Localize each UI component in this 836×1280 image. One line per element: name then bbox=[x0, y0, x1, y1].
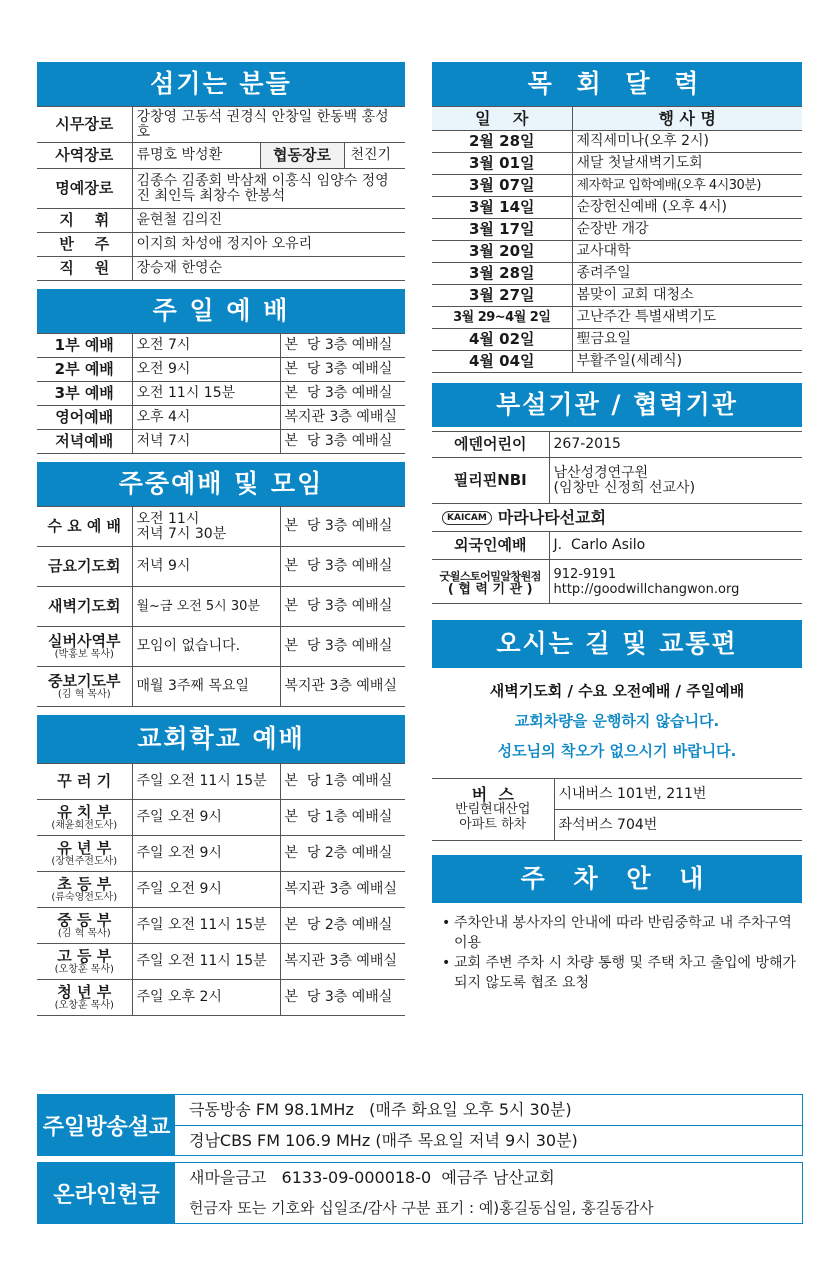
event-name: 새달 첫날새벽기도회 bbox=[572, 153, 802, 175]
service-time: 오후 4시 bbox=[132, 406, 280, 430]
right-column bbox=[432, 62, 802, 993]
event-name: 교사대학 bbox=[572, 241, 802, 263]
dept-leader: (류숙영전도사) bbox=[51, 891, 118, 903]
table-row bbox=[37, 382, 405, 406]
table-row bbox=[37, 764, 405, 800]
table-row bbox=[432, 329, 802, 351]
list-item: • 주차안내 봉사자의 안내에 따라 반림중학교 내 주차구역 이용 bbox=[442, 913, 798, 953]
table-row bbox=[37, 233, 405, 257]
table-row bbox=[432, 458, 802, 504]
offering-label: 온라인헌금 bbox=[38, 1163, 175, 1223]
table-row bbox=[432, 241, 802, 263]
meeting-leader: (김 혁 목사) bbox=[57, 688, 111, 700]
dept-time: 주일 오전 9시 bbox=[132, 836, 280, 872]
service-place: 본 당 3층 예배실 bbox=[280, 382, 405, 406]
event-date: 3월 27일 bbox=[432, 285, 572, 307]
table-row bbox=[37, 430, 405, 454]
dept-time: 주일 오전 9시 bbox=[132, 872, 280, 908]
table-row bbox=[432, 504, 802, 532]
event-date: 3월 28일 bbox=[432, 263, 572, 285]
table-row bbox=[37, 800, 405, 836]
table-row bbox=[37, 209, 405, 233]
list-item: • 교회 주변 주차 시 차량 통행 및 주택 차고 출입에 방해가 되지 않도록 협조 요청 bbox=[442, 953, 798, 993]
meeting-name: 금요기도회 bbox=[37, 547, 132, 587]
role-names: 장승재 한영순 bbox=[132, 257, 405, 281]
table-row bbox=[37, 107, 405, 143]
role-label: 시무장로 bbox=[37, 107, 132, 143]
role-names: 윤현철 김의진 bbox=[132, 209, 405, 233]
service-time: 저녁 7시 bbox=[132, 430, 280, 454]
affiliate-info: 912-9191 http://goodwillchangwon.org bbox=[549, 560, 802, 604]
table-row bbox=[37, 872, 405, 908]
event-date: 3월 07일 bbox=[432, 175, 572, 197]
service-name: 3부 예배 bbox=[37, 382, 132, 406]
dept-place: 본 당 2층 예배실 bbox=[280, 836, 405, 872]
dept-time: 주일 오후 2시 bbox=[132, 980, 280, 1016]
affiliate-info: 267-2015 bbox=[549, 432, 802, 458]
meeting-time: 저녁 9시 bbox=[132, 547, 280, 587]
event-name: 부활주일(세례식) bbox=[572, 351, 802, 373]
school-title: 교회학교 예배 bbox=[37, 715, 405, 763]
meeting-place: 본 당 3층 예배실 bbox=[280, 507, 405, 547]
meeting-name: 중보기도부 bbox=[48, 671, 121, 690]
service-place: 본 당 3층 예배실 bbox=[280, 358, 405, 382]
bus-route-2: 좌석버스 704번 bbox=[554, 810, 802, 841]
dept-name: 초 등 부 bbox=[57, 874, 112, 893]
meeting-place: 본 당 3층 예배실 bbox=[280, 627, 405, 667]
table-row bbox=[432, 285, 802, 307]
event-name: 종려주일 bbox=[572, 263, 802, 285]
role-names: 김종수 김종회 박삼채 이홍식 임양수 정영진 최인득 최창수 한봉석 bbox=[132, 169, 405, 209]
weekday-title: 주중예배 및 모임 bbox=[37, 462, 405, 506]
offering-line-1: 새마을금고 6133-09-000018-0 예금주 남산교회 bbox=[189, 1168, 555, 1187]
table-row bbox=[432, 560, 802, 604]
directions-notice bbox=[432, 668, 802, 766]
ushers-title: 섬기는 분들 bbox=[37, 62, 405, 106]
dept-time: 주일 오전 9시 bbox=[132, 800, 280, 836]
bus-table bbox=[432, 778, 802, 841]
sunday-worship-title: 주 일 예 배 bbox=[37, 289, 405, 333]
service-name: 2부 예배 bbox=[37, 358, 132, 382]
table-header bbox=[432, 107, 802, 131]
meeting-name: 수 요 예 배 bbox=[37, 507, 132, 547]
role-names: 류명호 박성환 bbox=[133, 143, 261, 168]
event-date: 4월 02일 bbox=[432, 329, 572, 351]
role-names: 강창영 고동석 권경식 안창일 한동백 홍성호 bbox=[132, 107, 405, 143]
dept-leader: (장현주전도사) bbox=[51, 855, 118, 867]
offering-box bbox=[37, 1162, 803, 1224]
affiliate-sub: ( 협 력 기 관 ) bbox=[447, 581, 533, 597]
dept-name: 중 등 부 bbox=[57, 910, 112, 929]
bus-route-1: 시내버스 101번, 211번 bbox=[554, 779, 802, 810]
affiliate-info: J. Carlo Asilo bbox=[549, 532, 802, 560]
meeting-time: 매월 3주째 목요일 bbox=[132, 667, 280, 707]
table-row bbox=[37, 667, 405, 707]
dept-name: 유 치 부 bbox=[57, 802, 112, 821]
event-name: 순장반 개강 bbox=[572, 219, 802, 241]
table-row bbox=[432, 432, 802, 458]
affiliates-table bbox=[432, 431, 802, 604]
dept-time: 주일 오전 11시 15분 bbox=[132, 908, 280, 944]
role-label: 지 휘 bbox=[37, 209, 132, 233]
table-row bbox=[432, 307, 802, 329]
service-name: 저녁예배 bbox=[37, 430, 132, 454]
service-place: 복지관 3층 예배실 bbox=[280, 406, 405, 430]
table-row bbox=[432, 219, 802, 241]
bus-stop: 반림현대산업 아파트 하차 bbox=[455, 802, 531, 832]
meeting-name: 실버사역부 bbox=[48, 631, 121, 650]
dept-place: 복지관 3층 예배실 bbox=[280, 944, 405, 980]
affiliate-name: 굿윌스토어밀알창원점 bbox=[439, 569, 541, 583]
event-date: 3월 29~4월 2일 bbox=[432, 307, 572, 329]
broadcast-label: 주일방송설교 bbox=[38, 1095, 175, 1155]
event-name: 순장헌신예배 (오후 4시) bbox=[572, 197, 802, 219]
event-name: 聖금요일 bbox=[572, 329, 802, 351]
meeting-name: 새벽기도회 bbox=[37, 587, 132, 627]
table-row bbox=[37, 980, 405, 1016]
broadcast-box bbox=[37, 1094, 803, 1156]
table-row bbox=[37, 944, 405, 980]
table-row bbox=[37, 334, 405, 358]
affiliates-title: 부설기관 / 협력기관 bbox=[432, 383, 802, 427]
event-date: 3월 14일 bbox=[432, 197, 572, 219]
meeting-place: 복지관 3층 예배실 bbox=[280, 667, 405, 707]
notice-line-1: 새벽기도회 / 수요 오전예배 / 주일예배 bbox=[489, 682, 745, 700]
dept-leader: (오창훈 목사) bbox=[54, 999, 114, 1011]
event-name: 봄맞이 교회 대청소 bbox=[572, 285, 802, 307]
dept-name: 꾸 러 기 bbox=[37, 764, 132, 800]
weekday-table bbox=[37, 506, 405, 707]
role-label: 명예장로 bbox=[37, 169, 132, 209]
affiliate-name: 필리핀NBI bbox=[432, 458, 549, 504]
meeting-time: 월~금 오전 5시 30분 bbox=[132, 587, 280, 627]
table-row bbox=[37, 627, 405, 667]
dept-time: 주일 오전 11시 15분 bbox=[132, 764, 280, 800]
table-row bbox=[432, 779, 802, 810]
table-row bbox=[432, 263, 802, 285]
dept-leader: (오창훈 목사) bbox=[54, 963, 114, 975]
service-place: 본 당 3층 예배실 bbox=[280, 430, 405, 454]
event-date: 4월 04일 bbox=[432, 351, 572, 373]
calendar-table bbox=[432, 106, 802, 373]
affiliate-name: 마라나타선교회 bbox=[497, 507, 607, 527]
calendar-title: 목 회 달 력 bbox=[432, 62, 802, 106]
table-row bbox=[37, 836, 405, 872]
dept-name: 고 등 부 bbox=[57, 946, 112, 965]
directions-title: 오시는 길 및 교통편 bbox=[432, 620, 802, 668]
service-place: 본 당 3층 예배실 bbox=[280, 334, 405, 358]
event-date: 2월 28일 bbox=[432, 131, 572, 153]
dept-place: 본 당 1층 예배실 bbox=[280, 800, 405, 836]
role-names-2: 천진기 bbox=[350, 147, 392, 163]
table-row bbox=[37, 587, 405, 627]
table-row bbox=[432, 351, 802, 373]
dept-name: 청 년 부 bbox=[57, 982, 112, 1001]
meeting-place: 본 당 3층 예배실 bbox=[280, 587, 405, 627]
dept-place: 복지관 3층 예배실 bbox=[280, 872, 405, 908]
notice-line-3: 성도님의 착오가 없으시기 바랍니다. bbox=[497, 742, 737, 760]
notice-line-2: 교회차량을 운행하지 않습니다. bbox=[514, 712, 720, 730]
event-name: 고난주간 특별새벽기도 bbox=[572, 307, 802, 329]
col-date-header: 일 자 bbox=[432, 107, 572, 131]
offering-line-2: 헌금자 또는 기호와 십일조/감사 구분 표기 : 예)홍길동십일, 홍길동감사 bbox=[189, 1199, 654, 1217]
affiliate-name: 외국인예배 bbox=[432, 532, 549, 560]
role-label: 반 주 bbox=[37, 233, 132, 257]
table-row bbox=[37, 358, 405, 382]
sunday-worship-table bbox=[37, 333, 405, 454]
dept-place: 본 당 2층 예배실 bbox=[280, 908, 405, 944]
table-row bbox=[432, 175, 802, 197]
role-label-2: 협동장로 bbox=[261, 143, 345, 168]
table-row bbox=[37, 547, 405, 587]
role-label: 사역장로 bbox=[37, 143, 132, 169]
table-row bbox=[37, 406, 405, 430]
broadcast-line-1: 극동방송 FM 98.1MHz (매주 화요일 오후 5시 30분) bbox=[189, 1100, 572, 1119]
event-date: 3월 01일 bbox=[432, 153, 572, 175]
table-row bbox=[37, 507, 405, 547]
role-names: 이지희 차성애 정지아 오유리 bbox=[132, 233, 405, 257]
table-row bbox=[37, 908, 405, 944]
service-time: 오전 9시 bbox=[132, 358, 280, 382]
affiliate-info: 남산성경연구원 (임창만 신정희 선교사) bbox=[549, 458, 802, 504]
meeting-time: 모임이 없습니다. bbox=[132, 627, 280, 667]
bus-label: 버 스 bbox=[471, 785, 514, 804]
kaicam-logo: KAICAM bbox=[442, 511, 492, 525]
dept-place: 본 당 1층 예배실 bbox=[280, 764, 405, 800]
table-row bbox=[432, 131, 802, 153]
table-row bbox=[432, 197, 802, 219]
table-row bbox=[432, 153, 802, 175]
affiliate-name: 에덴어린이 bbox=[432, 432, 549, 458]
school-table bbox=[37, 763, 405, 1016]
table-row bbox=[37, 257, 405, 281]
role-label: 직 원 bbox=[37, 257, 132, 281]
dept-time: 주일 오전 11시 15분 bbox=[132, 944, 280, 980]
dept-name: 유 년 부 bbox=[57, 838, 112, 857]
meeting-place: 본 당 3층 예배실 bbox=[280, 547, 405, 587]
parking-title: 주 차 안 내 bbox=[432, 855, 802, 903]
col-event-header: 행 사 명 bbox=[572, 107, 802, 131]
table-row bbox=[37, 169, 405, 209]
dept-leader: (김 혁 목사) bbox=[57, 927, 111, 939]
table-row bbox=[37, 143, 405, 169]
broadcast-line-2: 경남CBS FM 106.9 MHz (매주 목요일 저녁 9시 30분) bbox=[175, 1125, 802, 1155]
meeting-time: 오전 11시 저녁 7시 30분 bbox=[132, 507, 280, 547]
event-name: 제자학교 입학예배(오후 4시30분) bbox=[572, 175, 802, 197]
service-name: 1부 예배 bbox=[37, 334, 132, 358]
table-row bbox=[432, 532, 802, 560]
left-column bbox=[37, 62, 405, 1016]
event-date: 3월 17일 bbox=[432, 219, 572, 241]
service-name: 영어예배 bbox=[37, 406, 132, 430]
service-time: 오전 11시 15분 bbox=[132, 382, 280, 406]
event-name: 제직세미나(오후 2시) bbox=[572, 131, 802, 153]
dept-leader: (채윤희전도사) bbox=[51, 819, 118, 831]
ushers-table bbox=[37, 106, 405, 281]
event-date: 3월 20일 bbox=[432, 241, 572, 263]
parking-list bbox=[432, 903, 802, 993]
meeting-leader: (박홍보 목사) bbox=[54, 648, 114, 660]
dept-place: 본 당 3층 예배실 bbox=[280, 980, 405, 1016]
service-time: 오전 7시 bbox=[132, 334, 280, 358]
